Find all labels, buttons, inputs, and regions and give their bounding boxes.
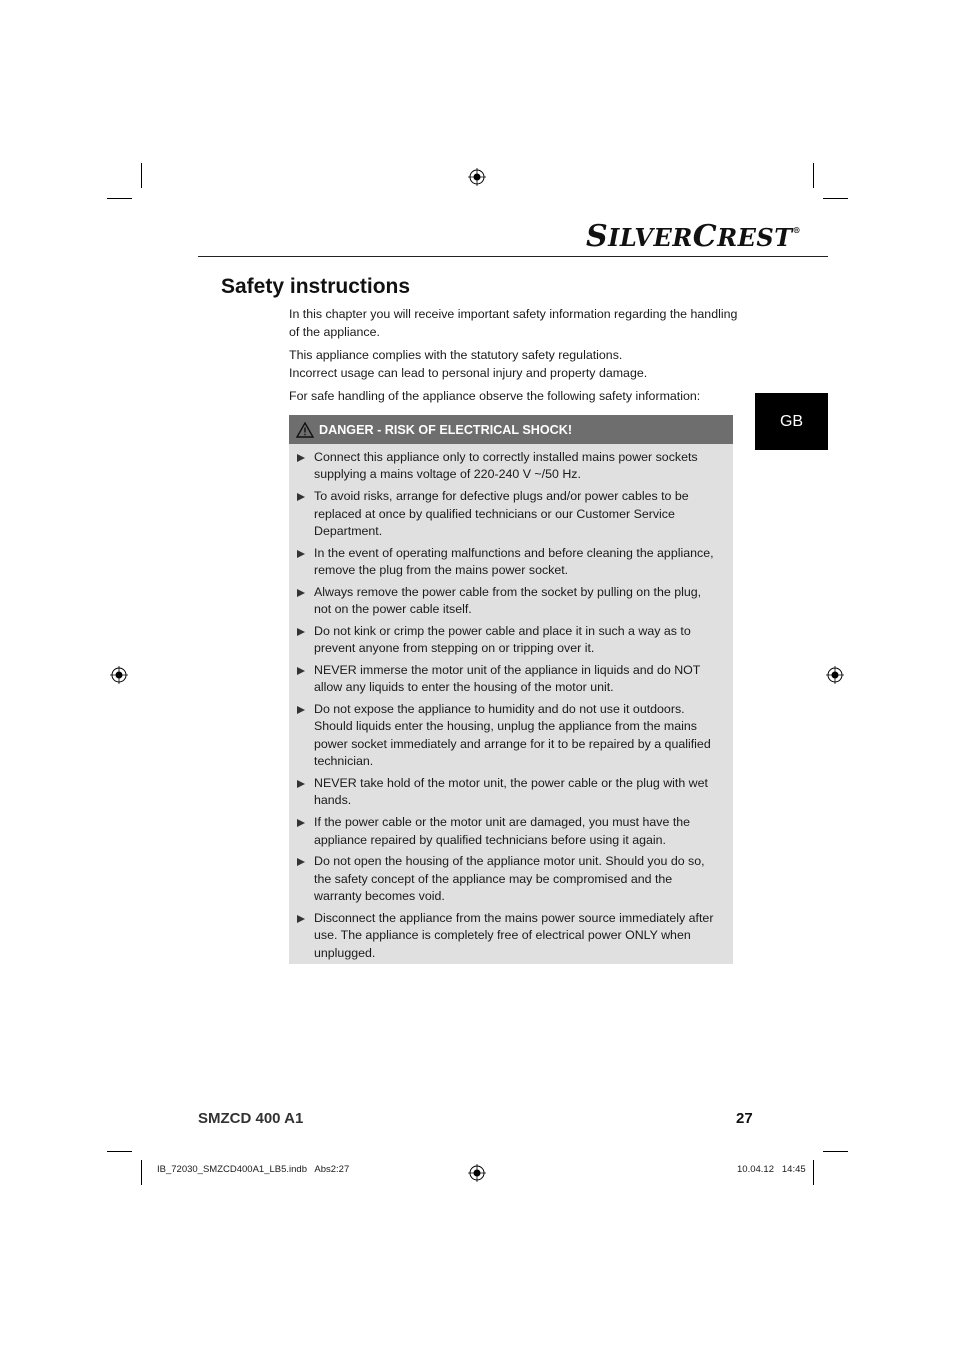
crop-mark: [107, 1151, 132, 1152]
crop-mark: [141, 163, 142, 188]
list-item: To avoid risks, arrange for defective plugs and/or power cables to be replaced at once by qualified technicians or our Customer Service Department.: [289, 488, 733, 540]
arrow-bullet-icon: [297, 454, 305, 462]
crop-mark: [813, 163, 814, 188]
warning-triangle-icon: [296, 422, 314, 438]
crop-mark: [823, 198, 848, 199]
list-item: Do not open the housing of the appliance motor unit. Should you do so, the safety concept of the appliance may be compromised and the warranty becomes void.: [289, 853, 733, 905]
list-item: NEVER immerse the motor unit of the appliance in liquids and do NOT allow any liquids to enter the housing of the motor unit.: [289, 662, 733, 697]
crop-mark: [823, 1151, 848, 1152]
model-number: SMZCD 400 A1: [198, 1110, 304, 1127]
danger-header: [289, 415, 733, 444]
language-tab: GB: [755, 393, 828, 450]
print-datetime: 10.04.12 14:45: [737, 1164, 806, 1175]
arrow-bullet-icon: [297, 667, 305, 675]
intro-paragraph: This appliance complies with the statutory safety regulations. Incorrect usage can lead to personal injury and property damage.: [289, 348, 648, 380]
list-item: Do not expose the appliance to humidity and do not use it outdoors. Should liquids enter the housing, unplug the appliance from the mains power socket immediately and arrange for it to be repaired by a qualified technician.: [289, 701, 733, 771]
arrow-bullet-icon: [297, 915, 305, 923]
list-item: Always remove the power cable from the socket by pulling on the plug, not on the power cable itself.: [289, 584, 733, 619]
arrow-bullet-icon: [297, 706, 305, 714]
list-item: Disconnect the appliance from the mains power source immediately after use. The appliance is completely free of electrical power ONLY when unplugged.: [289, 910, 733, 962]
crop-mark: [813, 1160, 814, 1185]
arrow-bullet-icon: [297, 780, 305, 788]
list-item: NEVER take hold of the motor unit, the power cable or the plug with wet hands.: [289, 775, 733, 810]
arrow-bullet-icon: [297, 493, 305, 501]
crop-mark: [141, 1160, 142, 1185]
arrow-bullet-icon: [297, 589, 305, 597]
list-item: In the event of operating malfunctions and before cleaning the appliance, remove the plug from the mains power socket.: [289, 545, 733, 580]
arrow-bullet-icon: [297, 858, 305, 866]
silvercrest-logo: SILVERCREST®: [586, 219, 802, 254]
arrow-bullet-icon: [297, 550, 305, 558]
registration-mark-icon: [110, 666, 128, 684]
list-item: If the power cable or the motor unit are damaged, you must have the appliance repaired by qualified technicians before using it again.: [289, 814, 733, 849]
arrow-bullet-icon: [297, 628, 305, 636]
intro-paragraph: For safe handling of the appliance observe the following safety information:: [289, 389, 701, 403]
crop-mark: [107, 198, 132, 199]
registration-mark-icon: [468, 168, 486, 186]
danger-heading: DANGER - RISK OF ELECTRICAL SHOCK!: [319, 422, 573, 437]
header-rule: [198, 256, 828, 257]
list-item: Connect this appliance only to correctly installed mains power sockets supplying a mains voltage of 220-240 V ~/50 Hz.: [289, 449, 733, 484]
intro-paragraph: In this chapter you will receive important safety information regarding the handling of the appliance.: [289, 307, 738, 339]
danger-list: [289, 449, 733, 966]
registration-mark-icon: [468, 1164, 486, 1182]
arrow-bullet-icon: [297, 819, 305, 827]
page-number: 27: [736, 1110, 753, 1127]
print-file-info: IB_72030_SMZCD400A1_LB5.indb Abs2:27: [157, 1164, 350, 1175]
page-title: Safety instructions: [221, 275, 411, 298]
list-item: Do not kink or crimp the power cable and place it in such a way as to prevent anyone from stepping on or tripping over it.: [289, 623, 733, 658]
danger-box: [289, 415, 733, 964]
registration-mark-icon: [826, 666, 844, 684]
